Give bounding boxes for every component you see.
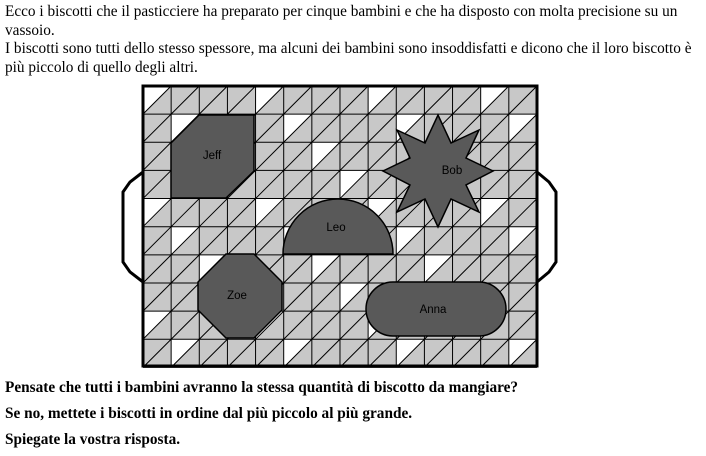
cookie-label-zoe: Zoe [227,290,247,302]
cookie-label-jeff: Jeff [202,150,222,162]
tray-left-handle [123,172,143,282]
tray-right-handle [537,172,556,282]
question-1: Pensate che tutti i bambini avranno la stessa quantità di biscotto da mangiare? [5,379,519,396]
intro-paragraph-2: I biscotti sono tutti dello stesso spessore, ma alcuni dei bambini sono insoddisfatti e dicono che il loro biscotto è più piccolo di quello degli altri. [5,40,692,76]
intro-paragraph-1: Ecco i biscotti che il pasticciere ha preparato per cinque bambini e che ha disposto con molta precisione su un vassoio. [5,3,678,39]
question-3: Spiegate la vostra risposta. [5,431,181,448]
cookie-label-leo: Leo [326,222,346,234]
cookie-bob [383,115,493,227]
cookie-label-anna: Anna [419,304,447,316]
cookie-label-bob: Bob [441,165,463,177]
question-2: Se no, mettete i biscotti in ordine dal più piccolo al più grande. [5,405,413,422]
